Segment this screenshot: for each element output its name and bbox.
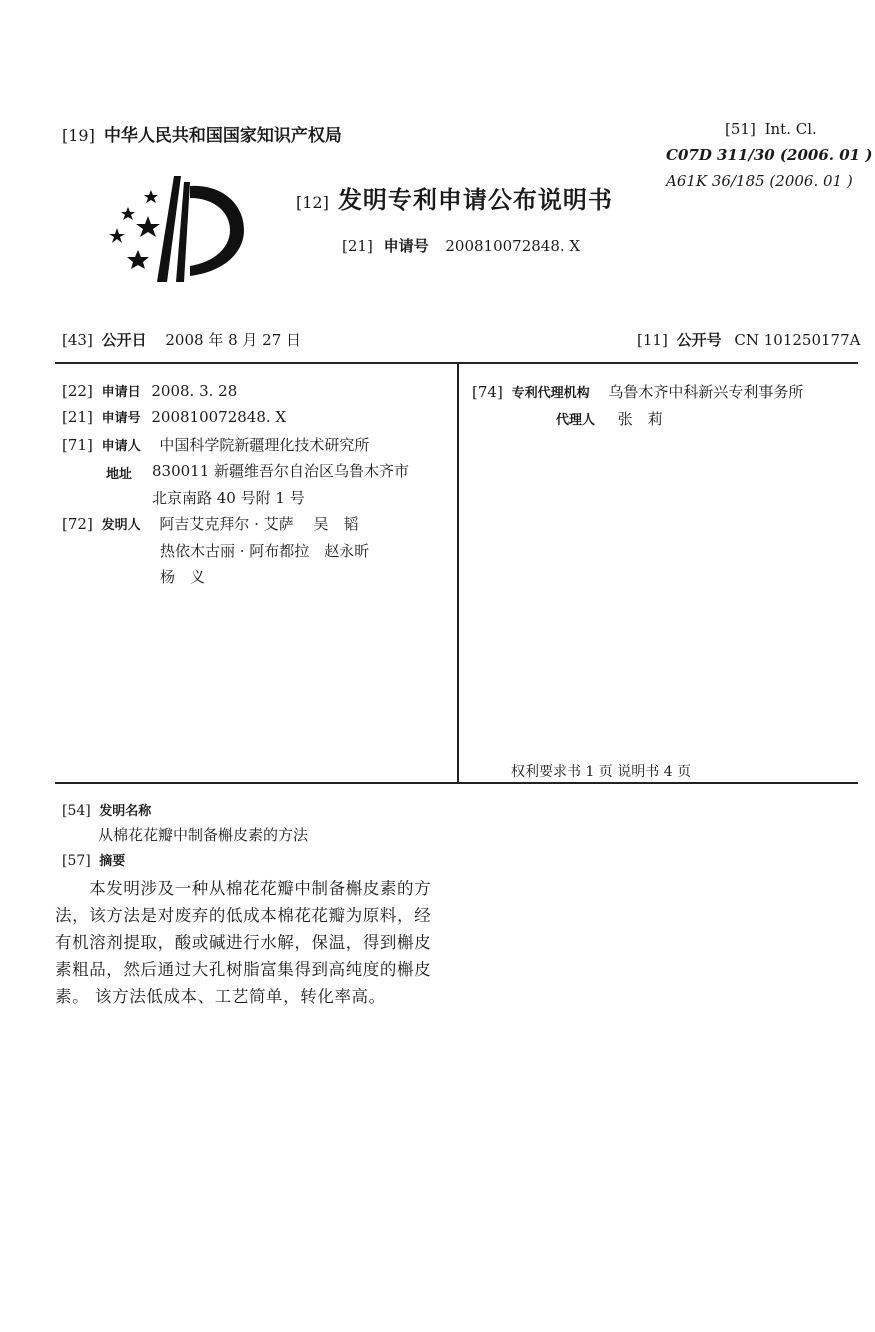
agent-row	[556, 408, 663, 429]
address-line-2: 北京南路 40 号附 1 号	[152, 489, 305, 507]
pub-no-label: 公开号	[676, 331, 722, 349]
pub-date-value: 2008 年 8 月 27 日	[165, 331, 302, 349]
publication-number	[637, 329, 860, 350]
app-no-code-left: [21]	[62, 408, 93, 426]
filing-date-label: 申请日	[101, 385, 141, 400]
pub-no-code: [11]	[637, 331, 668, 349]
application-number-row	[62, 407, 286, 426]
page-counts: 权利要求书 1 页 说明书 4 页	[511, 764, 692, 780]
abstract-line: 法，该方法是对废弃的低成本棉花花瓣为原料，经	[55, 906, 432, 925]
pub-date-code: [43]	[62, 331, 93, 349]
abstract-line: 有机溶剂提取，酸或碱进行水解，保温，得到槲皮	[55, 933, 432, 952]
abstract-line: 素。 该方法低成本、工艺简单，转化率高。	[55, 987, 386, 1006]
abstract-line: 素粗品，然后通过大孔树脂富集得到高纯度的槲皮	[55, 960, 432, 979]
bottom-rule	[55, 782, 858, 784]
int-cl-header	[725, 120, 817, 138]
inventor-code: [72]	[62, 515, 93, 533]
applicant-label: 申请人	[101, 439, 141, 454]
agent-value: 张 莉	[617, 410, 663, 428]
applicant-value: 中国科学院新疆理化技术研究所	[159, 436, 370, 454]
abstract-heading	[62, 850, 125, 869]
int-cl-code: [51]	[725, 120, 756, 138]
inventor-label: 发明人	[101, 518, 141, 533]
abstract-code: [57]	[62, 853, 91, 869]
column-divider	[457, 364, 459, 784]
doc-type: 发明专利申请公布说明书	[337, 186, 613, 214]
agency-value: 乌鲁木齐中科新兴专利事务所	[608, 383, 804, 401]
filing-date-code: [22]	[62, 382, 93, 400]
abstract-line: 本发明涉及一种从棉花花瓣中制备槲皮素的方	[55, 879, 432, 898]
applicant-row	[62, 434, 369, 455]
doc-type-title	[296, 180, 613, 215]
address-line-1: 830011 新疆维吾尔自治区乌鲁木齐市	[152, 462, 410, 480]
agent-label: 代理人	[556, 413, 596, 428]
title-heading	[62, 800, 151, 819]
int-cl-label: Int. Cl.	[764, 120, 817, 138]
filing-date-value: 2008. 3. 28	[151, 382, 238, 400]
office-name: 中华人民共和国国家知识产权局	[103, 126, 342, 146]
applicant-code: [71]	[62, 436, 93, 454]
app-no-label-left: 申请号	[101, 411, 141, 426]
sipo-emblem-logo	[104, 172, 249, 284]
office-code: [19]	[62, 126, 95, 145]
abstract-body	[55, 875, 431, 1010]
pub-date-label: 公开日	[101, 331, 147, 349]
app-no-code: [21]	[342, 237, 373, 255]
int-cl-primary: C07D 311/30 (2006. 01 )	[666, 146, 873, 164]
publication-date	[62, 329, 301, 350]
inventor-line-3: 杨 义	[160, 568, 206, 586]
title-label: 发明名称	[99, 804, 152, 819]
address-label: 地址	[106, 467, 133, 482]
app-no-label: 申请号	[383, 237, 429, 255]
inventor-line-1: 阿吉艾克拜尔 · 艾萨 吴 韬	[159, 515, 359, 533]
office-header	[62, 121, 342, 146]
header-application-number	[342, 235, 580, 256]
agency-row	[472, 381, 803, 402]
invention-title: 从棉花花瓣中制备槲皮素的方法	[98, 826, 309, 844]
app-no-value: 200810072848. X	[445, 237, 581, 255]
abstract-label: 摘要	[99, 854, 126, 869]
app-no-value-left: 200810072848. X	[151, 408, 287, 426]
int-cl-secondary: A61K 36/185 (2006. 01 )	[666, 172, 853, 190]
title-code: [54]	[62, 803, 91, 819]
inventor-line-2: 热依木古丽 · 阿布都拉 赵永昕	[160, 542, 370, 560]
pub-no-value: CN 101250177A	[734, 331, 861, 349]
filing-date-row	[62, 381, 237, 400]
agency-code: [74]	[472, 383, 503, 401]
inventor-row	[62, 513, 358, 534]
agency-label: 专利代理机构	[511, 386, 590, 401]
doc-type-code: [12]	[296, 193, 329, 212]
